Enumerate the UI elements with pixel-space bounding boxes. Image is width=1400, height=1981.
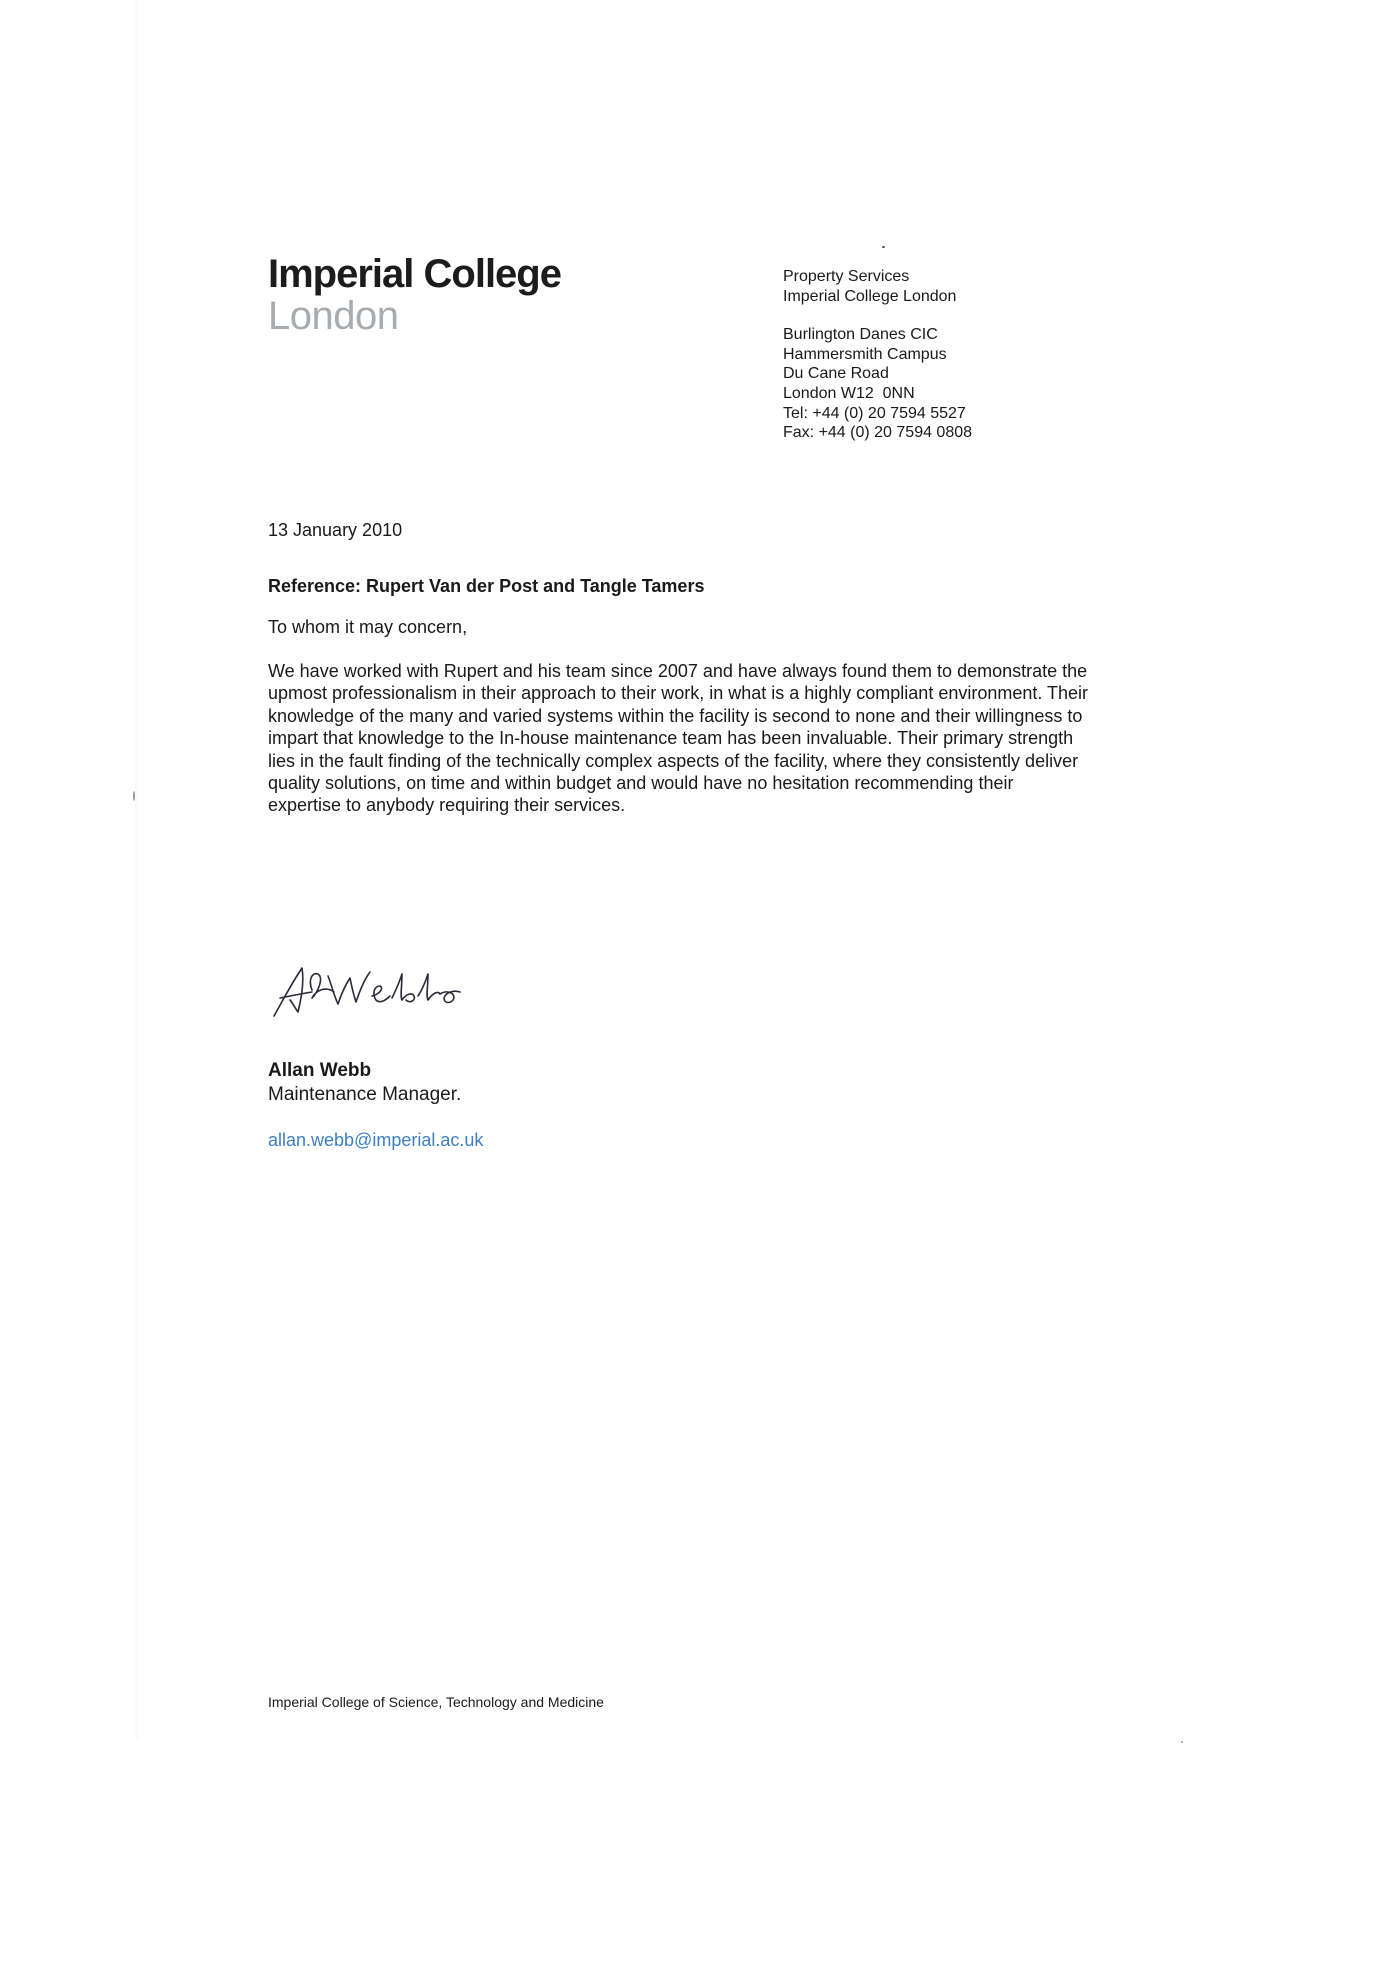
body-line: knowledge of the many and varied systems within the facility is second to none and their willingness to	[268, 705, 1083, 726]
body-line: impart that knowledge to the In-house maintenance team has been invaluable. Their primary strength	[268, 728, 1074, 749]
imperial-college-logo	[268, 252, 561, 336]
body-line: upmost professionalism in their approach to their work, in what is a highly compliant environment. Their	[268, 683, 1089, 704]
signer-email-link[interactable]: allan.webb@imperial.ac.uk	[268, 1130, 484, 1150]
address-campus: Hammersmith Campus	[783, 345, 947, 363]
letter-reference: Reference: Rupert Van der Post and Tangle Tamers	[268, 576, 705, 596]
sender-address	[783, 267, 972, 443]
letter-salutation: To whom it may concern,	[268, 617, 468, 637]
scan-speck	[882, 246, 885, 248]
handwritten-signature	[268, 950, 488, 1030]
scan-speck	[1181, 1741, 1183, 1743]
footer-institution: Imperial College of Science, Technology and Medicine	[268, 1694, 604, 1710]
address-institution: Imperial College London	[783, 287, 957, 305]
body-line: quality solutions, on time and within budget and would have no hesitation recommending their	[268, 773, 1014, 794]
logo-line-2: London	[268, 294, 399, 338]
scan-speck	[133, 791, 135, 801]
address-fax: Fax: +44 (0) 20 7594 0808	[783, 424, 973, 442]
body-line: expertise to anybody requiring their services.	[268, 795, 626, 816]
signer-name: Allan Webb	[268, 1060, 372, 1081]
body-line: lies in the fault finding of the technically complex aspects of the facility, where they consistently deliver	[268, 750, 1079, 771]
logo-line-1: Imperial College	[268, 252, 561, 296]
address-gap	[783, 306, 972, 325]
body-line: We have worked with Rupert and his team since 2007 and have always found them to demonstrate the	[268, 661, 1088, 681]
address-department: Property Services	[783, 268, 910, 285]
address-road: Du Cane Road	[783, 365, 889, 383]
letter-date: 13 January 2010	[268, 520, 403, 540]
address-building: Burlington Danes CIC	[783, 326, 938, 344]
scan-shadow	[135, 0, 141, 1740]
address-telephone: Tel: +44 (0) 20 7594 5527	[783, 404, 966, 422]
signer-title: Maintenance Manager.	[268, 1084, 462, 1105]
address-city-postcode: London W12 0NN	[783, 384, 915, 402]
letter-body	[268, 660, 1148, 817]
